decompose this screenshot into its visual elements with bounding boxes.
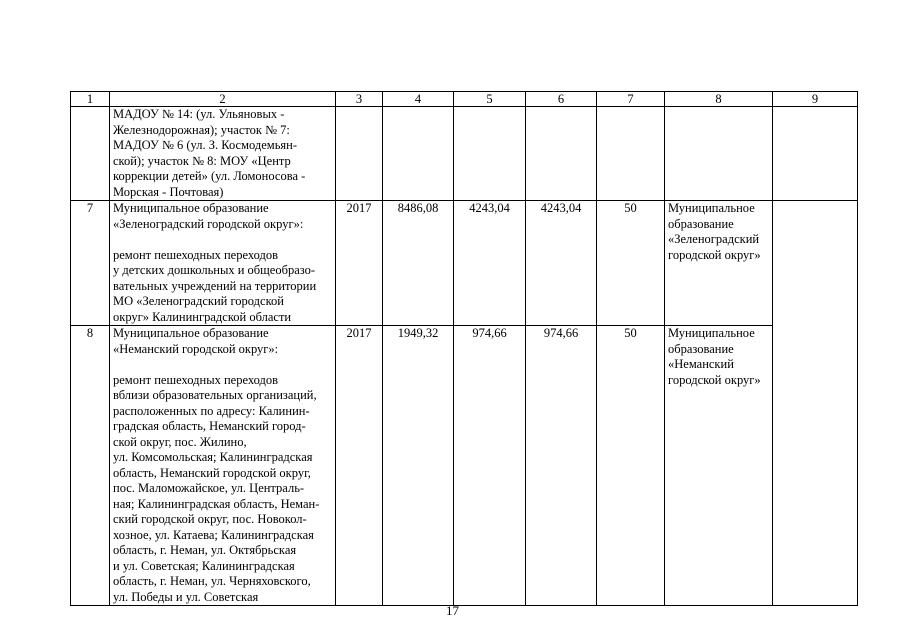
cell-col5 — [454, 107, 526, 201]
cell-col6: 974,66 — [526, 326, 597, 606]
text-line: МО «Зеленоградский городской — [113, 294, 284, 308]
text-line: область, Неманский городской округ, — [113, 465, 311, 480]
cell-col9 — [773, 201, 858, 606]
cell-recipient — [665, 107, 773, 201]
text-line: расположенных по адресу: Калинин- — [113, 403, 310, 418]
col-header-3: 3 — [336, 92, 383, 107]
col-header-9: 9 — [773, 92, 858, 107]
cell-col6: 4243,04 — [526, 201, 597, 326]
table-row-8 — [71, 326, 858, 606]
cell-year — [336, 107, 383, 201]
cell-recipient — [665, 201, 773, 326]
text-line: «Зеленоградский городской округ»: — [113, 216, 304, 231]
cell-col4: 1949,32 — [383, 326, 454, 606]
text-line: Муниципальное образование — [113, 201, 269, 215]
text-line: градская область, Неманский город- — [113, 419, 306, 433]
text-line: МАДОУ № 6 (ул. З. Космодемьян- — [113, 138, 298, 152]
budget-table — [70, 91, 858, 606]
col-header-1: 1 — [71, 92, 110, 107]
text-line: коррекции детей» (ул. Ломоносова - — [113, 169, 306, 183]
text-line: «Неманский городской округ»: — [113, 341, 279, 356]
cell-description — [110, 326, 336, 606]
text-line: Муниципальное — [668, 326, 755, 340]
table-row-continuation — [71, 107, 858, 201]
text-line: вательных учреждений на территории — [113, 278, 317, 293]
col-header-4: 4 — [383, 92, 454, 107]
text-line: округ» Калининградской области — [113, 309, 292, 324]
cell-num — [71, 107, 110, 201]
cell-description — [110, 107, 336, 201]
col-header-6: 6 — [526, 92, 597, 107]
text-line: Железнодорожная); участок № 7: — [113, 122, 290, 137]
cell-col7: 50 — [597, 326, 665, 606]
table-row-7 — [71, 201, 858, 326]
text-line: городской округ» — [668, 247, 761, 262]
cell-year: 2017 — [336, 201, 383, 326]
text-line: ул. Победы и ул. Советская — [113, 589, 259, 604]
text-line: ная; Калининградская область, Неман- — [113, 496, 320, 511]
text-line: «Неманский — [668, 357, 734, 371]
text-line: городской округ» — [668, 372, 761, 387]
text-line: ул. Комсомольская; Калининградская — [113, 450, 313, 464]
cell-col5: 974,66 — [454, 326, 526, 606]
cell-col5: 4243,04 — [454, 201, 526, 326]
text-line: ремонт пешеходных переходов — [113, 372, 279, 387]
text-line: хозное, ул. Катаева; Калининградская — [113, 527, 314, 542]
text-line: вблизи образовательных организаций, — [113, 388, 317, 402]
col-header-2: 2 — [110, 92, 336, 107]
text-line: образование — [668, 341, 734, 356]
cell-description — [110, 201, 336, 326]
text-line: ремонт пешеходных переходов — [113, 247, 279, 262]
cell-year: 2017 — [336, 326, 383, 606]
text-line: МАДОУ № 14: (ул. Ульяновых - — [113, 107, 285, 121]
text-line: ской округ, пос. Жилино, — [113, 434, 247, 449]
text-line: у детских дошкольных и общеобразо- — [113, 263, 316, 277]
col-header-7: 7 — [597, 92, 665, 107]
cell-col7: 50 — [597, 201, 665, 326]
cell-col6 — [526, 107, 597, 201]
text-line: «Зеленоградский — [668, 232, 760, 246]
page-number: 17 — [446, 603, 459, 618]
cell-recipient — [665, 326, 773, 606]
text-line: область, г. Неман, ул. Октябрьская — [113, 543, 297, 557]
col-header-8: 8 — [665, 92, 773, 107]
cell-col4: 8486,08 — [383, 201, 454, 326]
cell-num: 8 — [71, 326, 110, 606]
text-line: Морская - Почтовая) — [113, 184, 224, 199]
text-line: образование — [668, 216, 734, 231]
cell-col7 — [597, 107, 665, 201]
text-line: ской); участок № 8: МОУ «Центр — [113, 153, 291, 168]
cell-num: 7 — [71, 201, 110, 326]
column-number-row — [71, 92, 858, 107]
cell-col4 — [383, 107, 454, 201]
text-line: пос. Маломожайское, ул. Централь- — [113, 481, 305, 495]
col-header-5: 5 — [454, 92, 526, 107]
text-line: Муниципальное — [668, 201, 755, 215]
cell-col9 — [773, 107, 858, 201]
text-line: Муниципальное образование — [113, 326, 269, 340]
text-line: ский городской округ, пос. Новокол- — [113, 512, 307, 526]
text-line: область, г. Неман, ул. Черняховского, — [113, 574, 311, 588]
text-line: и ул. Советская; Калининградская — [113, 558, 295, 573]
